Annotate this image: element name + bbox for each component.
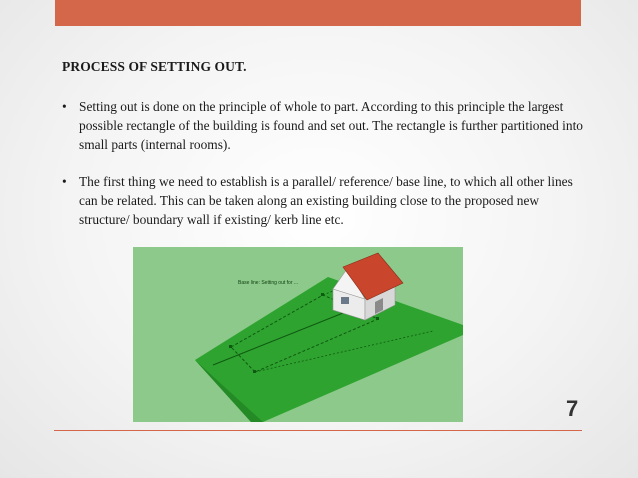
bullet-text: Setting out is done on the principle of whole to part. According to this principle the largest possible rectangle of the building is found and set out. The rectangle is further partitioned into small parts (internal rooms). (79, 99, 584, 152)
bottom-divider (54, 430, 582, 431)
figure-label: Base line: Setting out for ... (238, 280, 299, 286)
house-window (341, 297, 349, 304)
bullet-item-1 (62, 97, 592, 154)
setting-out-diagram (133, 247, 463, 422)
bullet-text: The first thing we need to establish is a parallel/ reference/ base line, to which all other lines can be related. This can be taken along an existing building close to the proposed new structure/ boundary wall if existing/ kerb line etc. (79, 174, 573, 227)
setting-out-illustration (133, 247, 463, 422)
slide-heading: PROCESS OF SETTING OUT. (62, 59, 247, 74)
page-number: 7 (566, 396, 579, 421)
top-accent-bar (55, 0, 581, 26)
bullet-item-2 (62, 172, 592, 229)
bullet-marker: • (62, 99, 67, 114)
bullet-marker: • (62, 174, 67, 189)
